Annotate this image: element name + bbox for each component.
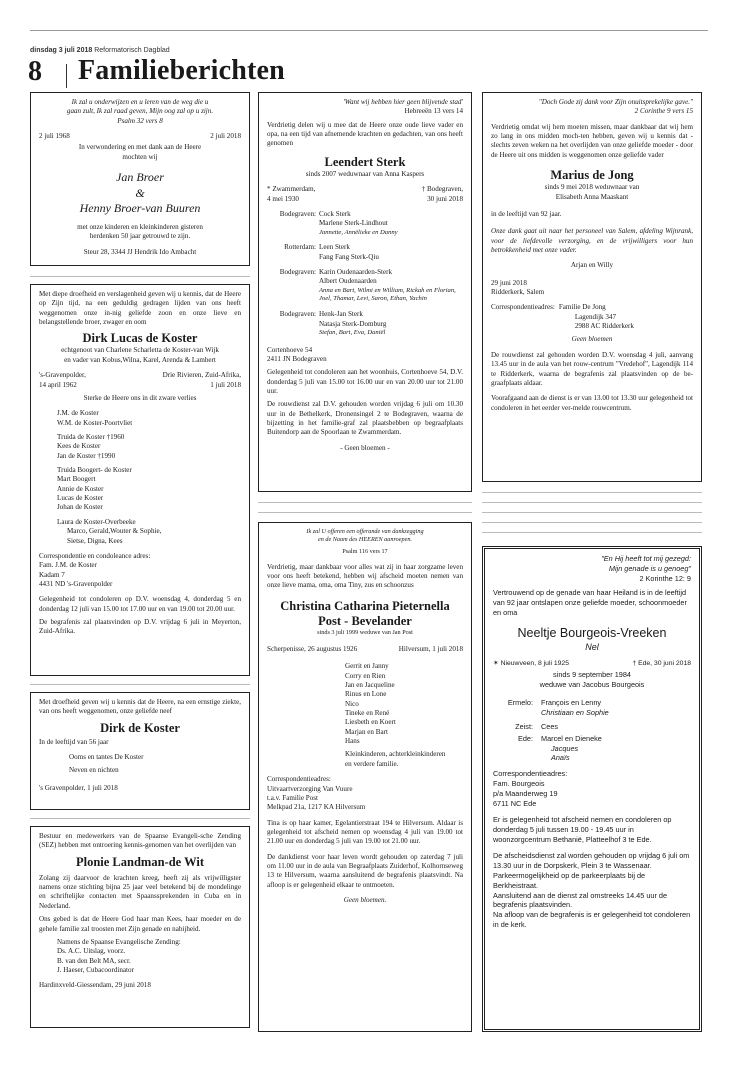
family-list: J.M. de Koster W.M. de Koster-Poortvliet Truida de Koster †1960 Kees de Koster Jan de Koster †1990 Truida Boogert- de Koster Mart Boogert Annie de Koster Lucas de Koster Johan de Koster Laura de Koster-Overbeeke Marco, Gerald,Wouter & Sophie, Sietse, Digna, Kees: [57, 409, 162, 545]
header-divider: [66, 64, 67, 88]
dateline: [30, 46, 170, 55]
notice-dirk-lucas: Met diepe droefheid en verslagenheid geven wij u kennis, dat de Heere op Zijn tijd, na een geduldig gedragen lijden van ons heeft weggenomen onze in-nig geliefde zoon en onze lieve en belangstellende broer, zwager en oom Dirk Lucas de Koster echtgenoot van Charlene Scharletta de Koster-van Wijk en vader van Kobus,Wilna, Karel, Arenda & Lambert 's-Gravenpolder, Drie Rivieren, Zuid-Afrika, 14 april 1962 1 juli 2018 Sterke de Heere ons in dit zware verlies J.M. de Koster W.M. de Koster-Poortvliet Truida de Koster †1960 Kees de Koster Jan de Koster †1990 Truida Boogert- de Koster Mart Boogert Annie de Koster Lucas de Koster Johan de Koster Laura de Koster-Overbeeke Marco, Gerald,Wouter & Sophie, Sietse, Digna, Kees Correspondentie en condoleance adres: Fam. J.M. de Koster Kadam 7 4431 ND 's-Gravenpolder Gelegenheid tot condoleren op D.V. woensdag 4, donderdag 5 en donderdag 12 juli van 15.00 tot 17.00 uur en van 19.00 tot 20.00 uur. De begrafenis zal plaatsvinden op D.V. vrijdag 6 juli in Meyerton, Zuid-Afrika.: [30, 284, 250, 676]
deceased-name: Christina Catharina Pieternella: [280, 598, 450, 613]
correspondence: Correspondentieadres: Fam. Bourgeois p/a Maanderweg 19 6711 NC Ede: [493, 769, 568, 809]
page-title: Familieberichten: [78, 55, 285, 86]
quote-ref: Psalm 32 vers 8: [117, 116, 163, 125]
notice-plonie: Bestuur en medewerkers van de Spaanse Evangeli-sche Zending (SEZ) hebben met ontroering kennis-genomen van het overlijden van Plonie Landman-de Wit Zolang zij daarvoor de krachten kreeg, heeft zij als vrijwilligster namens onze stichting bijna 25 jaar veel betekend bij de mondelinge en schriftelijke contacten met Spaanssprekenden in Cuba en in Nederland. Ons gebed is dat de Heere God haar man Kees, haar moeder en de gehele familie zal troosten met Zijn genade en nabijheid. Namens de Spaanse Evangelische Zending: Ds. A.C. Uitslag, voorz. B. van den Belt MA, secr. J. Haeser, Cubacoordinator Hardinxveld-Giessendam, 29 juni 2018: [30, 826, 250, 1028]
notice-de-jong: "Doch Gode zij dank voor Zijn onuitsprekelijke gave." 2 Corinthe 9 vers 15 Verdrietig omdat wij hem moeten missen, maar dankbaar dat wij hem zo lang in ons midden moch-ten hebben, geven wij u kennis dat - slechts zeven weken na het overlijden van onze geliefde moeder - door de Heere uit ons midden is weggenomen onze geliefde vader Marius de Jong sinds 9 mei 2018 weduwnaar van Elisabeth Anna Maaskant in de leeftijd van 92 jaar. Onze dank gaat uit naar het personeel van Salem, afdeling Wijnrank, voor de liefdevolle verzorging, en de vrijwilligers voor hun betrokkenheid met onze vader. Arjan en Willy 29 juni 2018 Ridderkerk, Salem Correspondentieadres: Familie De Jong Lagendijk 347 2988 AC Ridderkerk Geen bloemen De rouwdienst zal gehouden worden D.V. woensdag 4 juli, aanvang 13.45 uur in de aula van het rouw-centrum "Vredehof", Lagendijk 114 te Ridderkerk, waarna de begrafenis zal plaatsvinden op de be-graafplaats aldaar. Voorafgaand aan de dienst is er van 13.00 tot 13.30 uur gelegenheid tot condoleren in het eerder ver-melde rouwcentrum.: [482, 92, 702, 482]
family-list: Gerrit en Janny Corry en Rien Jan en Jacqueline Rinus en Lone Nico Tineke en René Liesbeth en Koert Marjan en Bart Hans Kleinkinderen, achterkleinkinderen en verdere familie.: [345, 662, 446, 768]
deceased-name: Marius de Jong: [550, 168, 634, 183]
relatives: Bodegraven: Cock Sterk Marlene Sterk-Lindhout Jannette, Annëlieke en Danny Rotterdam: Leen Sterk Fang Fang Sterk-Qiu Bodegraven: Karin Oudenaarden-Sterk Albert Oudenaarden Anna en Bart, Wilmi en William, Rickah en Florian, Joel, Thamar, Levi, Saron, Ethan, Yachin Bodegraven: Henk-Jan Sterk Natasja Sterk-Domburg Stefan, Bart, Eva, Daniël: [279, 209, 456, 336]
deceased-name: Dirk de Koster: [100, 720, 180, 735]
page-number: 8: [28, 56, 42, 87]
quote-line: gaan zult, Ik zal raad geven, Mijn oog zal op u zijn.: [66, 107, 214, 116]
couple-name: Jan Broer: [116, 170, 164, 185]
notice-broer: Ik zal u onderwijzen en u leren van de weg die u gaan zult, Ik zal raad geven, Mijn oog zal op u zijn. Psalm 32 vers 8 2 juli 1968 2 juli 2018 In verwondering en met dank aan de Heere mochten wij Jan Broer & Henny Broer-van Buuren met onze kinderen en kleinkinderen gisteren herdenken 50 jaar getrouwd te zijn. Steur 28, 3344 JJ Hendrik Ido Ambacht: [30, 92, 250, 266]
correspondence: Correspondentie en condoleance adres: Fam. J.M. de Koster Kadam 7 4431 ND 's-Gravenpolder: [39, 551, 151, 588]
top-rule: [30, 30, 708, 31]
deceased-name: Dirk Lucas de Koster: [82, 331, 198, 346]
paper-name: Reformatorisch Dagblad: [94, 47, 170, 54]
notice-dirk: Met droefheid geven wij u kennis dat de Heere, na een ernstige ziekte, van ons heeft weggenomen, onze geliefde neef Dirk de Koster In de leeftijd van 56 jaar Ooms en tantes De Koster Neven en nichten 's Gravenpolder, 1 juli 2018: [30, 692, 250, 810]
notice-post: Ik zal U offeren een offerande van dankzegging en de Naam des HEEREN aanroepen. Psalm 116 vers 17 Verdrietig, maar dankbaar voor alles wat zij in haar zorgzame leven voor ons heeft betekend, hebben wij afscheid moeten nemen van onze lieve mama, oma, oma Tiny, zus en schoonzus Christina Catharina Pieternella Post - Bevelander sinds 3 juli 1999 weduwe van Jan Post Scherpenisse, 26 augustus 1926 Hilversum, 1 juli 2018 Gerrit en Janny Corry en Rien Jan en Jacqueline Rinus en Lone Nico Tineke en René Liesbeth en Koert Marjan en Bart Hans Kleinkinderen, achterkleinkinderen en verdere familie. Correspondentieadres: Uitvaartverzorging Van Vuure t.a.v. Familie Post Melkpad 21a, 1217 KA Hilversum Tina is op haar kamer, Egelantierstraat 194 te Hilversum. Aldaar is gelegenheid tot afscheid nemen op woensdag 4 juli van 19.00 tot 21.00 uur en donderdag 5 juli van 19.00 tot 21.00 uur. De dankdienst voor haar leven wordt gehouden op zaterdag 7 juli om 11.00 uur in de aula van Begraafplaats Zuiderhof, Kolhornseweg 13 te Hilversum, waarna aansluitend de begrafenis plaatsvindt. Na afloop is er gelegenheid elkaar te ontmoeten. Geen bloemen.: [258, 522, 472, 1032]
notice-bourgeois: "En Hij heeft tot mij gezegd: Mijn genade is u genoeg" 2 Korinthe 12: 9 Vertrouwend op de genade van haar Heiland is in de leeftijd van 92 jaar ontslapen onze geliefde moeder, schoonmoeder en oma Neeltje Bourgeois-Vreeken Nel ✶ Nieuwveen, 8 juli 1925 † Ede, 30 juni 2018 sinds 9 september 1984 weduwe van Jacobus Bourgeois Ermelo: François en Lenny Christiaan en Sophie Zeist: Cees Ede: Marcel en Dieneke Jacques Anaïs Correspondentieadres: Fam. Bourgeois p/a Maanderweg 19 6711 NC Ede Er is gelegenheid tot afscheid nemen en condoleren op donderdag 5 juli tussen 19.00 - 19.45 uur in woonzorgcentrum Bethanië, Platteelhof 3 te Ede. De afscheidsdienst zal worden gehouden op vrijdag 6 juli om 13.30 uur in de Dorpskerk, Plein 3 te Wassenaar. Parkeermogelijkheid op de parkeerplaats bij de Berkheistraat. Aansluitend aan de dienst zal omstreeks 14.45 uur de begrafenis plaatsvinden. Na afloop van de begrafenis is er gelegenheid tot condoleren in de kerk.: [482, 546, 702, 1032]
address: Steur 28, 3344 JJ Hendrik Ido Ambacht: [83, 247, 197, 256]
deceased-name: Neeltje Bourgeois-Vreeken: [517, 625, 667, 640]
relatives: Ermelo: François en Lenny Christiaan en Sophie Zeist: Cees Ede: Marcel en Dieneke Jacques Anaïs: [507, 697, 609, 763]
deceased-name: Plonie Landman-de Wit: [75, 854, 205, 869]
date-row: 2 juli 1968 2 juli 2018: [39, 132, 241, 141]
correspondence: Correspondentieadres: Uitvaartverzorging Van Vuure t.a.v. Familie Post Melkpad 21a, 1217 KA Hilversum: [267, 775, 366, 812]
deceased-name: Leendert Sterk: [324, 154, 406, 169]
correspondence: Correspondentieadres: Familie De Jong Lagendijk 347 2988 AC Ridderkerk: [491, 303, 634, 331]
issue-date: dinsdag 3 juli 2018: [30, 47, 93, 54]
quote-line: Ik zal u onderwijzen en u leren van de weg die u: [71, 98, 209, 106]
notice-sterk: 'Want wij hebben hier geen blijvende stad' Hebreeën 13 vers 14 Verdrietig delen wij u mee dat de Heere onze oude lieve vader en opa, na een tijd van afnemende krachten en gedachten, van ons heeft genomen Leendert Sterk sinds 2007 weduwnaar van Anna Kaspers * Zwammerdam, † Bodegraven, 4 mei 1930 30 juni 2018 Bodegraven: Cock Sterk Marlene Sterk-Lindhout Jannette, Annëlieke en Danny Rotterdam: Leen Sterk Fang Fang Sterk-Qiu Bodegraven: Karin Oudenaarden-Sterk Albert Oudenaarden Anna en Bart, Wilmi en William, Rickah en Florian, Joel, Thamar, Levi, Saron, Ethan, Yachin Bodegraven: Henk-Jan Sterk Natasja Sterk-Domburg Stefan, Bart, Eva, Daniël Cortenhoeve 54 2411 JN Bodegraven Gelegenheid tot condoleren aan het woonhuis, Cortenhoeve 54, D.V. donderdag 5 juli van 15.00 tot 16.00 uur en van 20.00 uur tot 21.00 uur. De rouwdienst zal D.V. gehouden worden vrijdag 6 juli om 10.30 uur in de Bethelkerk, Dronensingel 2 te Bodegraven, waarna de bijzetting in het familie-graf zal plaatsbebben op begraafplaats Buitendorp aan de Spoorlaan te Zwammerdam. - Geen bloemen -: [258, 92, 472, 492]
signatures: Namens de Spaanse Evangelische Zending: Ds. A.C. Uitslag, voorz. B. van den Belt MA, secr. J. Haeser, Cubacoordinator: [57, 937, 181, 974]
